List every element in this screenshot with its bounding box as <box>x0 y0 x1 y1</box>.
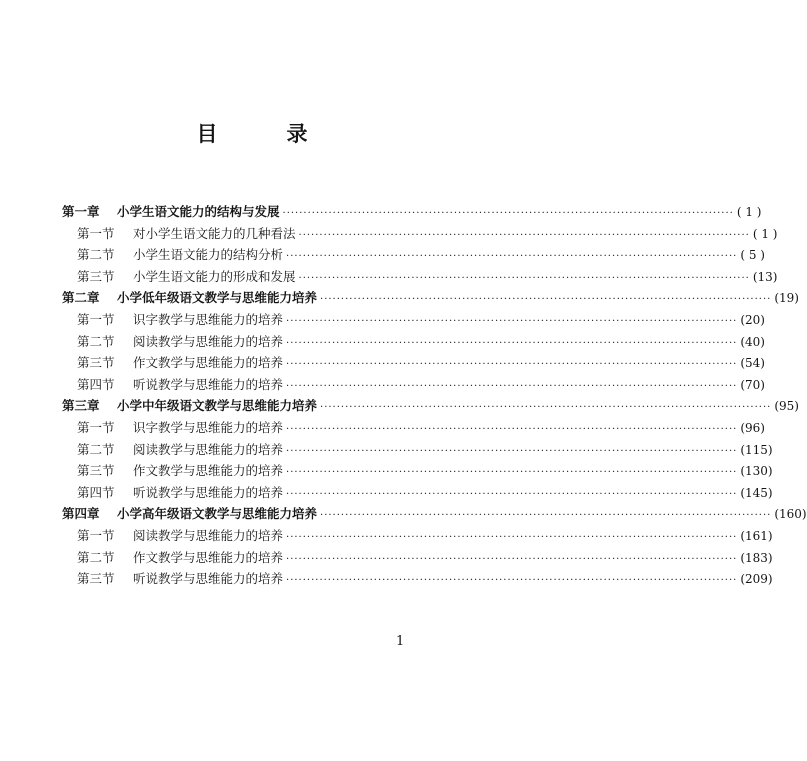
section-label: 第一节 <box>77 419 115 435</box>
toc-page-ref: (95) <box>774 399 799 414</box>
dot-leader <box>286 446 737 457</box>
section-title: 听说教学与思维能力的培养 <box>133 484 284 500</box>
section-label: 第二节 <box>77 247 115 263</box>
toc-page-ref: ( 5 ) <box>740 248 765 263</box>
toc-page-ref: (70) <box>740 377 765 392</box>
dot-leader <box>286 554 737 565</box>
section-title: 小学生语文能力的结构分析 <box>133 247 284 263</box>
chapter-title: 小学低年级语文教学与思维能力培养 <box>117 290 318 306</box>
dot-leader <box>286 251 737 262</box>
chapter-label: 第三章 <box>62 398 100 414</box>
dot-leader <box>320 402 771 413</box>
toc-section-row <box>62 526 773 548</box>
toc-page-ref: (115) <box>740 442 773 457</box>
section-title: 识字教学与思维能力的培养 <box>133 419 284 435</box>
dot-leader <box>286 489 737 500</box>
section-label: 第三节 <box>77 463 115 479</box>
toc-page-ref: ( 1 ) <box>752 226 778 241</box>
toc-page-ref: (145) <box>740 485 773 500</box>
toc-page-ref: (183) <box>740 550 773 565</box>
dot-leader <box>286 575 737 586</box>
section-label: 第二节 <box>77 549 115 565</box>
toc-page-ref: (40) <box>740 334 765 349</box>
toc-section-row <box>62 224 778 246</box>
toc-page-ref: (160) <box>774 507 807 522</box>
chapter-title: 小学中年级语文教学与思维能力培养 <box>117 398 318 414</box>
section-label: 第二节 <box>77 441 115 457</box>
toc-chapter-row <box>62 202 762 224</box>
dot-leader <box>286 467 737 478</box>
toc-page-ref: (54) <box>740 356 765 371</box>
section-label: 第一节 <box>77 225 115 241</box>
chapter-label: 第二章 <box>62 290 100 306</box>
section-title: 阅读教学与思维能力的培养 <box>133 527 284 543</box>
toc-page-ref: (130) <box>740 464 773 479</box>
toc-section-row <box>62 440 773 462</box>
section-label: 第四节 <box>77 484 115 500</box>
toc-section-row <box>62 267 778 289</box>
toc-section-row <box>62 245 765 267</box>
section-title: 识字教学与思维能力的培养 <box>133 311 284 327</box>
section-label: 第一节 <box>77 311 115 327</box>
toc-section-row <box>62 418 765 440</box>
page-number: 1 <box>396 634 405 649</box>
section-label: 第三节 <box>77 571 115 587</box>
dot-leader <box>286 338 737 349</box>
section-label: 第三节 <box>77 355 115 371</box>
dot-leader <box>299 230 750 241</box>
section-label: 第三节 <box>77 268 115 284</box>
section-title: 阅读教学与思维能力的培养 <box>133 333 284 349</box>
dot-leader <box>286 359 737 370</box>
toc-chapter-row <box>62 504 807 526</box>
toc-section-row <box>62 461 773 483</box>
dot-leader <box>320 510 771 521</box>
toc-chapter-row <box>62 396 799 418</box>
toc-page-ref: (96) <box>740 420 765 435</box>
toc-page-ref: (161) <box>740 528 773 543</box>
toc-section-row <box>62 569 773 591</box>
section-title: 作文教学与思维能力的培养 <box>133 355 284 371</box>
section-label: 第一节 <box>77 527 115 543</box>
toc-page-ref: (19) <box>774 291 799 306</box>
section-title: 小学生语文能力的形成和发展 <box>133 268 296 284</box>
toc-section-row <box>62 332 765 354</box>
toc-chapter-row <box>62 288 799 310</box>
chapter-title: 小学生语文能力的结构与发展 <box>117 204 280 219</box>
dot-leader <box>286 381 737 392</box>
toc-section-row <box>62 375 765 397</box>
section-title: 作文教学与思维能力的培养 <box>133 463 284 479</box>
toc-section-row <box>62 548 773 570</box>
toc-title: 目 录 <box>196 122 332 146</box>
dot-leader <box>286 532 737 543</box>
toc-section-row <box>62 483 773 505</box>
dot-leader <box>283 208 734 219</box>
dot-leader <box>320 294 771 305</box>
toc-section-row <box>62 353 765 375</box>
toc-page-ref: (13) <box>752 269 778 284</box>
section-title: 阅读教学与思维能力的培养 <box>133 441 284 457</box>
toc-page-ref: ( 1 ) <box>736 205 762 219</box>
section-label: 第四节 <box>77 376 115 392</box>
section-title: 对小学生语文能力的几种看法 <box>133 225 296 241</box>
chapter-label: 第一章 <box>62 204 100 219</box>
chapter-label: 第四章 <box>62 506 100 522</box>
table-of-contents <box>62 202 807 591</box>
toc-page-ref: (209) <box>740 572 773 587</box>
chapter-title: 小学高年级语文教学与思维能力培养 <box>117 506 318 522</box>
dot-leader <box>286 424 737 435</box>
dot-leader <box>299 273 750 284</box>
toc-page-ref: (20) <box>740 312 765 327</box>
section-title: 听说教学与思维能力的培养 <box>133 571 284 587</box>
section-label: 第二节 <box>77 333 115 349</box>
toc-section-row <box>62 310 765 332</box>
section-title: 听说教学与思维能力的培养 <box>133 376 284 392</box>
dot-leader <box>286 316 737 327</box>
section-title: 作文教学与思维能力的培养 <box>133 549 284 565</box>
